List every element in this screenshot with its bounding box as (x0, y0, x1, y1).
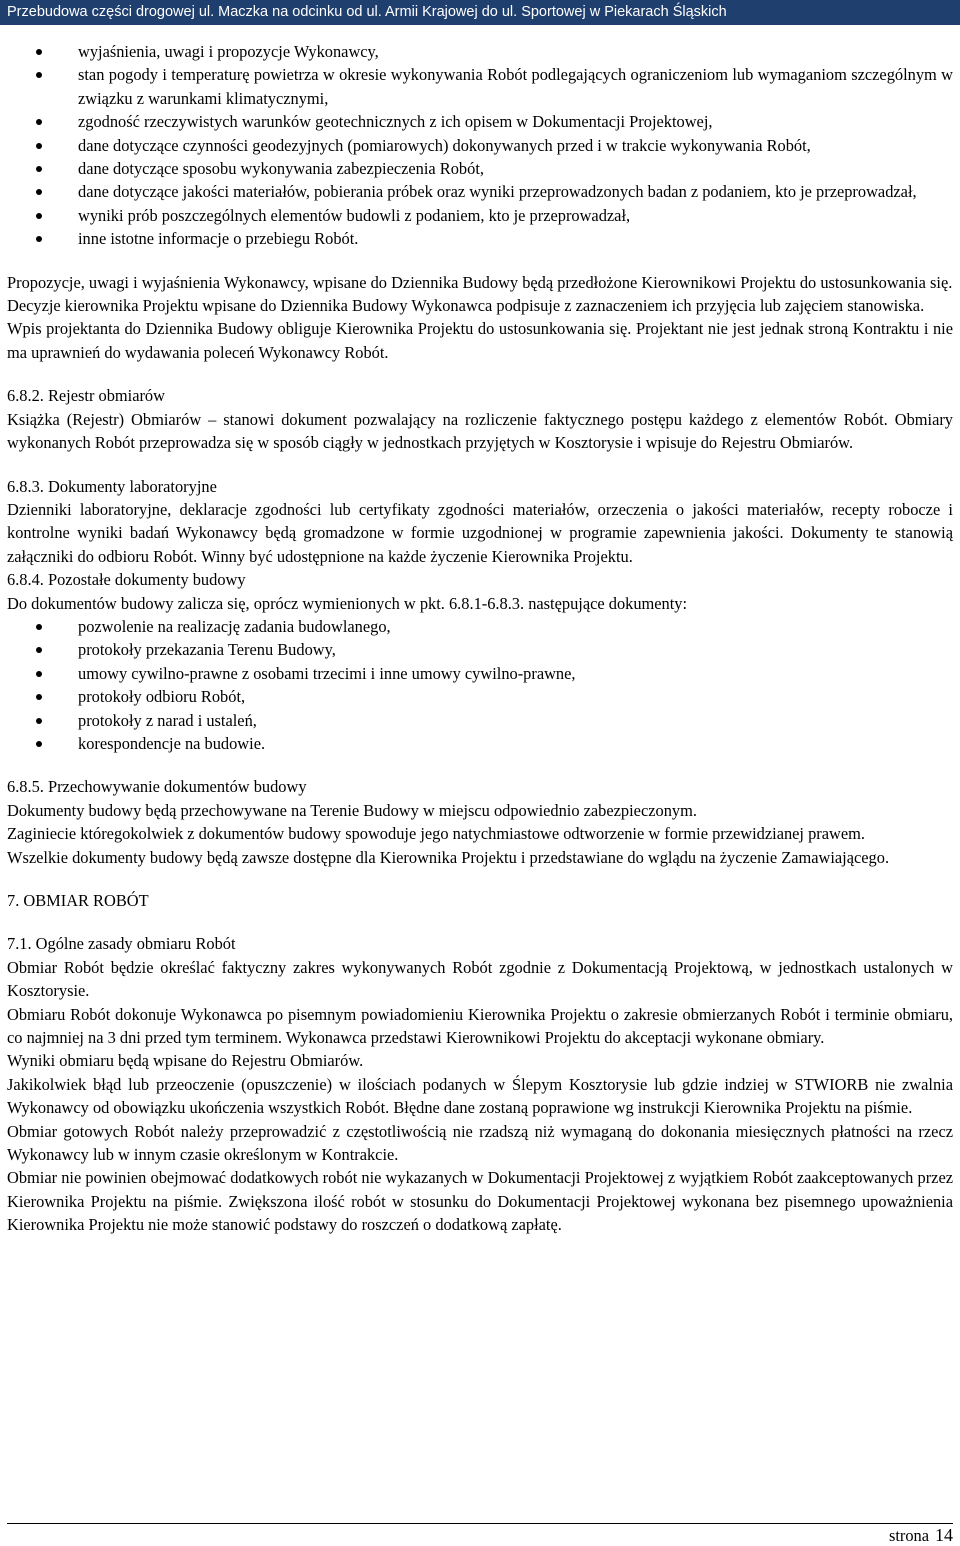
paragraph: Dzienniki laboratoryjne, deklaracje zgodności lub certyfikaty zgodności materiałów, orzeczenia o jakości materiałów, recepty robocze i kontrolne wyniki badań Wykonawcy będą gromadzone w formie uzgodnionej w programie zapewnienia jakości. Dokumenty te stanowią załączniki do odbioru Robót. Winny być udostępnione na każde życzenie Kierownika Projektu. (7, 499, 953, 566)
list-item: korespondencje na budowie. (7, 732, 953, 755)
list-item: inne istotne informacje o przebiegu Robót. (7, 227, 953, 250)
paragraph: Obmiar gotowych Robót należy przeprowadzić z częstotliwością nie rzadszą niż wymaganą do dokonania miesięcznych płatności na rzecz Wykonawcy lub w innym czasie określonym w Kontrakcie. (7, 1121, 953, 1165)
paragraph: Obmiar Robót będzie określać faktyczny zakres wykonywanych Robót zgodnie z Dokumentacją Projektową, w jednostkach ustalonych w Kosztorysie. (7, 957, 953, 1001)
list-item: zgodność rzeczywistych warunków geotechnicznych z ich opisem w Dokumentacji Projektowej, (7, 110, 953, 133)
list-item: dane dotyczące jakości materiałów, pobierania próbek oraz wyniki przeprowadzonych badan z podaniem, kto je przeprowadzał, (7, 180, 953, 203)
section-heading-6-8-2: 6.8.2. Rejestr obmiarów (7, 386, 165, 406)
list-item: stan pogody i temperaturę powietrza w okresie wykonywania Robót podlegających ograniczeniom lub wymaganiom szczególnym w związku z warunkami klimatycznymi, (7, 63, 953, 110)
documents-list (7, 615, 953, 755)
list-item: protokoły z narad i ustaleń, (7, 709, 953, 732)
paragraph: Wpis projektanta do Dziennika Budowy obliguje Kierownika Projektu do ustosunkowania się. Projektant nie jest jednak stroną Kontraktu i nie ma uprawnień do wydawania poleceń Wykonawcy Robót. (7, 319, 953, 362)
footer-divider (7, 1523, 953, 1524)
page-body (7, 40, 953, 1237)
paragraph: Propozycje, uwagi i wyjaśnienia Wykonawcy, wpisane do Dziennika Budowy będą przedłożone Kierownikowi Projektu do ustosunkowania się. (7, 272, 953, 292)
section-heading-6-8-5: 6.8.5. Przechowywanie dokumentów budowy (7, 777, 307, 797)
section-heading-7-1: 7.1. Ogólne zasady obmiaru Robót (7, 934, 236, 954)
paragraph: Decyzje kierownika Projektu wpisane do Dziennika Budowy Wykonawca podpisuje z zaznaczeniem ich przyjęcia lub zajęciem stanowiska. (7, 296, 925, 316)
list-item: umowy cywilno-prawne z osobami trzecimi i inne umowy cywilno-prawne, (7, 662, 953, 685)
page-number: 14 (935, 1525, 953, 1545)
paragraph: Dokumenty budowy będą przechowywane na Terenie Budowy w miejscu odpowiednio zabezpieczonym. (7, 800, 697, 820)
list-item: dane dotyczące sposobu wykonywania zabezpieczenia Robót, (7, 157, 953, 180)
list-item: wyniki prób poszczególnych elementów budowli z podaniem, kto je przeprowadzał, (7, 204, 953, 227)
list-item: protokoły odbioru Robót, (7, 685, 953, 708)
paragraph: Jakikolwiek błąd lub przeoczenie (opuszczenie) w ilościach podanych w Ślepym Kosztorysie lub gdzie indziej w STWIORB nie zwalnia Wykonawcy od obowiązku ukończenia wszystkich Robót. Błędne dane zostaną poprawione wg instrukcji Kierownika Projektu na piśmie. (7, 1074, 953, 1118)
paragraph: Książka (Rejestr) Obmiarów – stanowi dokument pozwalający na rozliczenie faktycznego postępu każdego z elementów Robót. Obmiary wykonanych Robót przeprowadza się w sposób ciągły w jednostkach przyjętych w Kosztorysie i wpisuje do Rejestru Obmiarów. (7, 409, 953, 453)
paragraph: Zaginiecie któregokolwiek z dokumentów budowy spowoduje jego natychmiastowe odtworzenie w formie przewidzianej prawem. (7, 824, 865, 844)
paragraph: Obmiaru Robót dokonuje Wykonawca po pisemnym powiadomieniu Kierownika Projektu o zakresie obmierzanych Robót i terminie obmiaru, co najmniej na 3 dni przed tym terminem. Wykonawca przedstawi Kierownikowi Projektu do akceptacji wykonane obmiary. (7, 1004, 953, 1048)
chapter-heading-7: 7. OBMIAR ROBÓT (7, 891, 149, 910)
list-item: wyjaśnienia, uwagi i propozycje Wykonawcy, (7, 40, 953, 63)
running-header (0, 0, 960, 25)
list-item: pozwolenie na realizację zadania budowlanego, (7, 615, 953, 638)
footer-label: strona (888, 1526, 929, 1545)
section-heading-6-8-4: 6.8.4. Pozostałe dokumenty budowy (7, 570, 246, 590)
header-title: Przebudowa części drogowej ul. Maczka na odcinku od ul. Armii Krajowej do ul. Sportowej w Piekarach Śląskich (7, 4, 727, 20)
page-footer (889, 1525, 953, 1546)
paragraph: Obmiar nie powinien obejmować dodatkowych robót nie wykazanych w Dokumentacji Projektowej z wyjątkiem Robót zaakceptowanych przez Kierownika Projektu na piśmie. Zwiększona ilość robót w stosunku do Dokumentacji Projektowej wykonana bez pisemnego upoważnienia Kierownika Projektu nie może stanowić podstawy do roszczeń o dodatkową zapłatę. (7, 1168, 953, 1235)
diary-entries-list (7, 40, 953, 251)
list-item: dane dotyczące czynności geodezyjnych (pomiarowych) dokonywanych przed i w trakcie wykonywania Robót, (7, 134, 953, 157)
section-heading-6-8-3: 6.8.3. Dokumenty laboratoryjne (7, 476, 217, 496)
paragraph: Wyniki obmiaru będą wpisane do Rejestru Obmiarów. (7, 1051, 364, 1071)
list-item: protokoły przekazania Terenu Budowy, (7, 638, 953, 661)
paragraph: Do dokumentów budowy zalicza się, oprócz wymienionych w pkt. 6.8.1-6.8.3. następujące dokumenty: (7, 593, 688, 613)
paragraph: Wszelkie dokumenty budowy będą zawsze dostępne dla Kierownika Projektu i przedstawiane do wglądu na życzenie Zamawiającego. (7, 847, 890, 867)
